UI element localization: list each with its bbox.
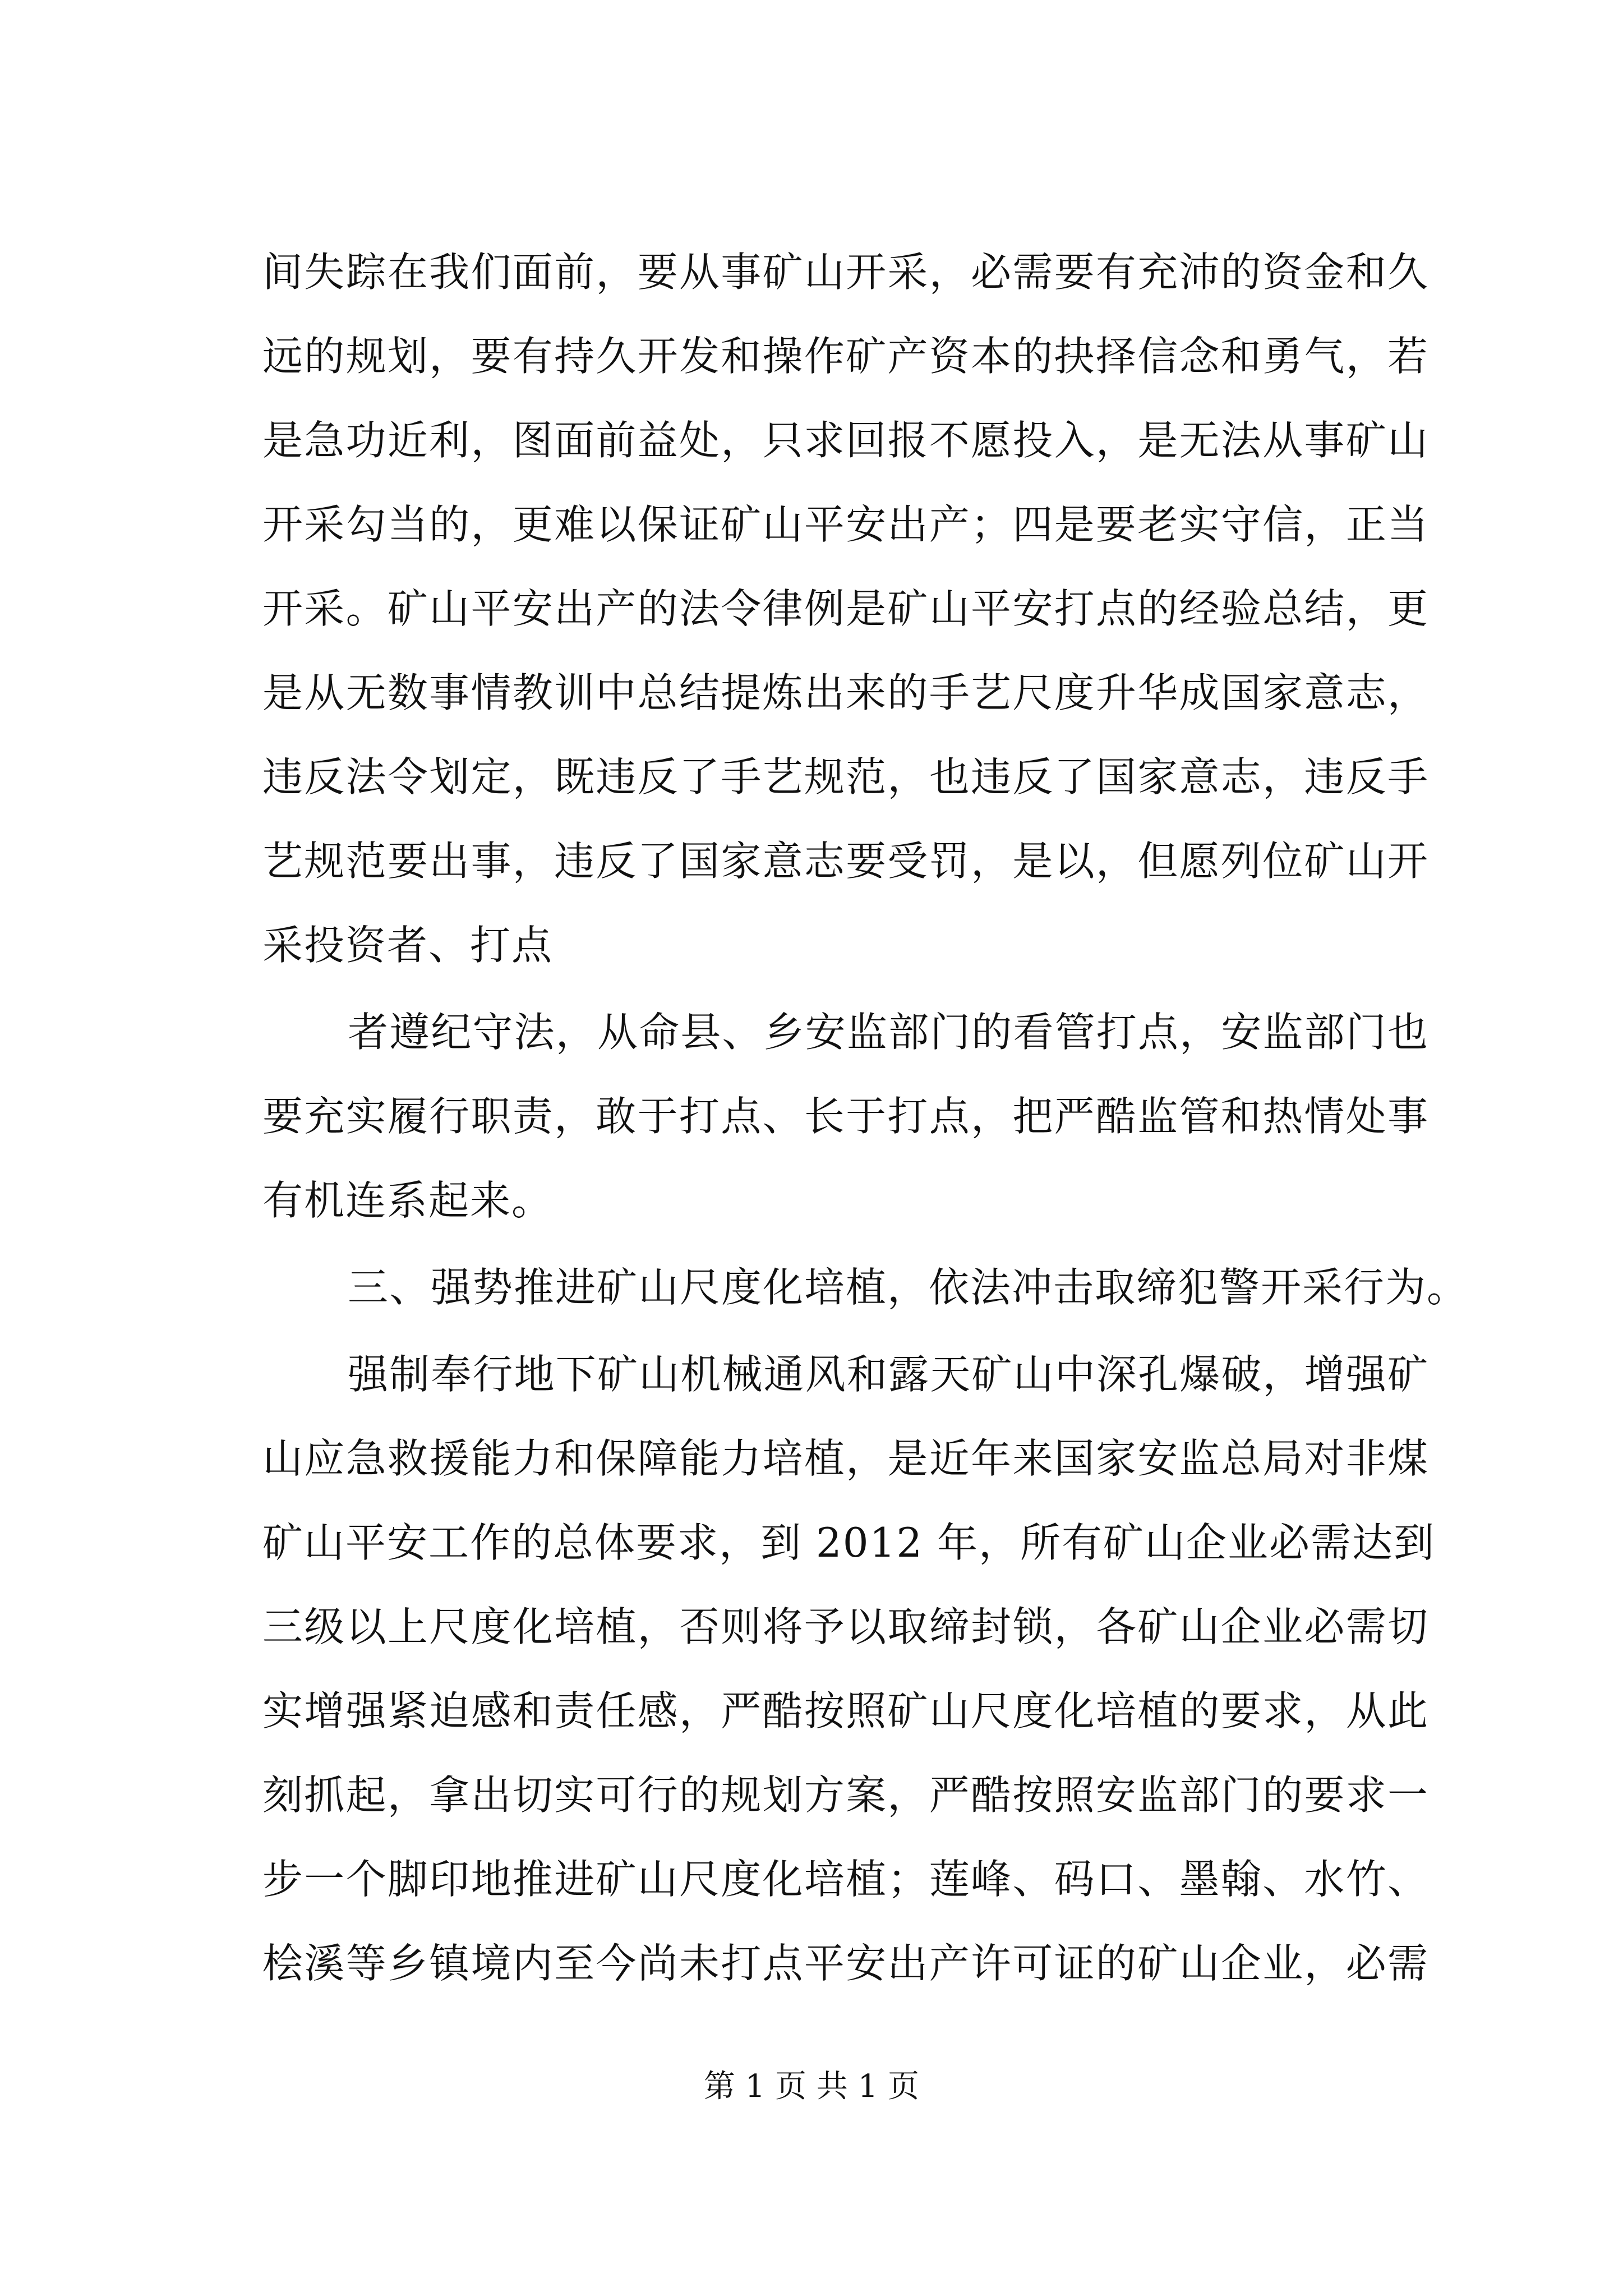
text-line: 桧溪等乡镇境内至今尚未打点平安出产许可证的矿山企业，必需 [262, 1940, 1429, 1987]
text-line: 三级以上尺度化培植，否则将予以取缔封锁，各矿山企业必需切 [262, 1603, 1429, 1650]
text-line: 有机连系起来。 [262, 1177, 554, 1224]
section-heading: 三、强势推进矿山尺度化培植，依法冲击取缔犯警开采行为。 [348, 1264, 1469, 1311]
text-line: 要充实履行职责，敢于打点、长于打点，把严酷监管和热情处事 [262, 1093, 1429, 1140]
text-line: 违反法令划定，既违反了手艺规范，也违反了国家意志，违反手 [262, 753, 1429, 800]
text-line: 开采。矿山平安出产的法令律例是矿山平安打点的经验总结，更 [262, 585, 1429, 632]
text-line: 刻抓起，拿出切实可行的规划方案，严酷按照安监部门的要求一 [262, 1772, 1429, 1819]
paragraph-first-line: 强制奉行地下矿山机械通风和露天矿山中深孔爆破，增强矿 [348, 1351, 1429, 1398]
text-line: 间失踪在我们面前，要从事矿山开采，必需要有充沛的资金和久 [262, 249, 1429, 296]
text-line: 开采勾当的，更难以保证矿山平安出产；四是要老实守信，正当 [262, 501, 1429, 548]
page-footer: 第 1 页 共 1 页 [703, 2068, 920, 2105]
text-line: 矿山平安工作的总体要求，到 2012 年，所有矿山企业必需达到 [262, 1519, 1436, 1566]
text-line: 是从无数事情教训中总结提炼出来的手艺尺度升华成国家意志， [262, 669, 1429, 716]
text-line: 远的规划，要有持久开发和操作矿产资本的抉择信念和勇气，若 [262, 333, 1429, 380]
text-line: 步一个脚印地推进矿山尺度化培植；莲峰、码口、墨翰、水竹、 [262, 1856, 1429, 1903]
text-line: 艺规范要出事，违反了国家意志要受罚，是以，但愿列位矿山开 [262, 838, 1429, 885]
text-line: 山应急救援能力和保障能力培植，是近年来国家安监总局对非煤 [262, 1435, 1429, 1482]
text-line: 是急功近利，图面前益处，只求回报不愿投入，是无法从事矿山 [262, 417, 1429, 464]
text-line: 采投资者、打点 [262, 922, 554, 969]
paragraph-first-line: 者遵纪守法，从命县、乡安监部门的看管打点，安监部门也 [348, 1009, 1429, 1056]
text-line: 实增强紧迫感和责任感，严酷按照矿山尺度化培植的要求，从此 [262, 1687, 1429, 1734]
